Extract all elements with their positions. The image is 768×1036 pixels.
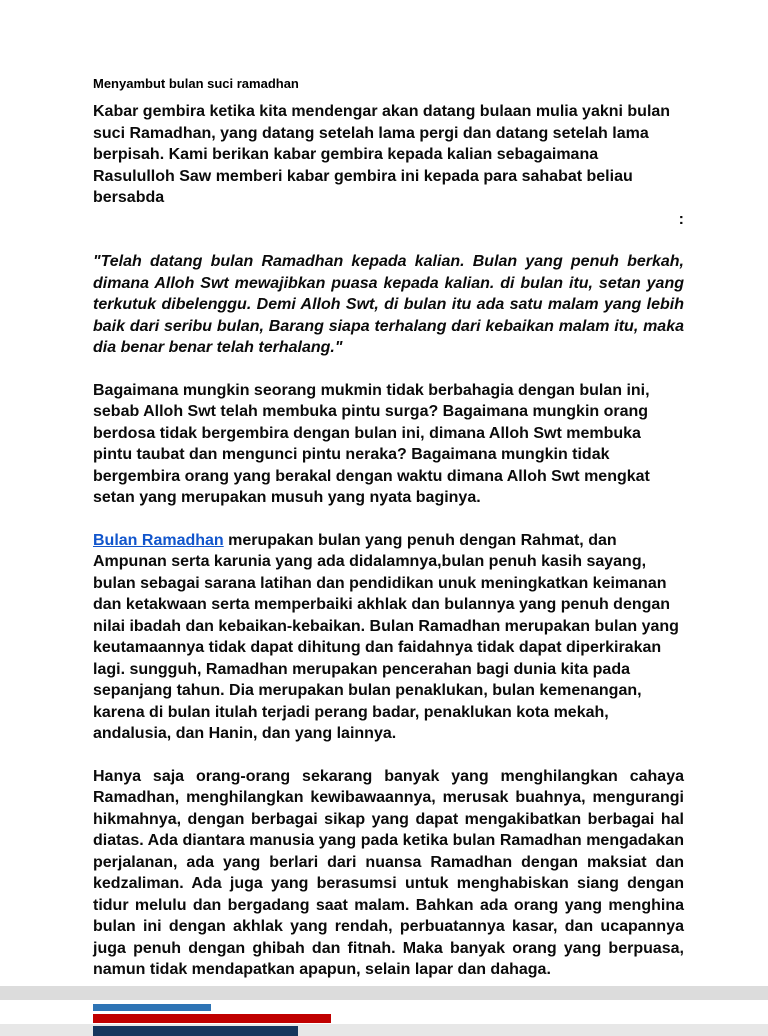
paragraph-ramadhan-meaning-text: merupakan bulan yang penuh dengan Rahmat, dan Ampunan serta karunia yang ada didalamnya,bulan penuh kasih sayang, bulan sebagai sarana latihan dan pendidikan unuk meningkatkan keimanan dan ketakwaan serta memperbaiki akhlak dan bulannya yang penuh dengan nilai ibadah dan kebaikan-kebaikan. Bulan Ramadhan merupakan bulan yang keutamaannya tidak dapat dihitung dan faidahnya tidak dapat diperkirakan lagi. sungguh, Ramadhan merupakan pencerahan bagi dunia kita pada sepanjang tahun. Dia merupakan bulan penaklukan, bulan kemenangan, karena di bulan itulah terjadi perang badar, penaklukan kota mekah, andalusia, dan Hanin, dan yang lainnya.: [93, 531, 679, 742]
document-title: Menyambut bulan suci ramadhan: [93, 76, 299, 91]
paragraph-intro: Kabar gembira ketika kita mendengar akan datang bulaan mulia yakni bulan suci Ramadhan, yang datang setelah lama pergi dan datang setelah lama berpisah. Kami berikan kabar gembira kepada kalian sebagaimana Rasululloh Saw memberi kabar gembira ini kepada para sahabat beliau bersabda: [93, 103, 671, 206]
paragraph-hadith-quote: "Telah datang bulan Ramadhan kepada kalian. Bulan yang penuh berkah, dimana Alloh Swt mewajibkan puasa kepada kalian. di bulan itu, setan yang terkutuk dibelenggu. Demi Alloh Swt, di bulan itu ada satu malam yang lebih baik dari seribu bulan, Barang siapa terhalang dari kebaikan malam itu, maka dia benar benar telah terhalang.": [93, 253, 684, 356]
paragraph-hanya-saja: Hanya saja orang-orang sekarang banyak yang menghilangkan cahaya Ramadhan, menghilangkan kewibawaannya, merusak buahnya, mengurangi hikmahnya, dengan berbagai sikap yang dapat mengakibatkan berbagai hal diatas. Ada diantara manusia yang pada ketika bulan Ramadhan mengadakan perjalanan, ada yang berlari dari nuansa Ramadhan dengan maksiat dan kedzaliman. Ada juga yang berasumsi untuk menghabiskan siang dengan tidur melulu dan bergadang saat malam. Bahkan ada orang yang menghina bulan ini dengan akhlak yang rendah, perbuatannya kasar, dan ucapannya juga penuh dengan ghibah dan fitnah. Maka banyak orang yang berpuasa, namun tidak mendapatkan apapun, selain lapar dan dahaga.: [93, 767, 684, 978]
document-body: [93, 101, 684, 981]
paragraph-bagaimana-mungkin: Bagaimana mungkin seorang mukmin tidak berbahagia dengan bulan ini, sebab Alloh Swt telah membuka pintu surga? Bagaimana mungkin orang berdosa tidak bergembira dengan bulan ini, dimana Alloh Swt membuka pintu taubat dan mengunci pintu neraka? Bagaimana mungkin tidak bergembira orang yang berakal dengan waktu dimana Alloh Swt mengkat setan yang merupakan musuh yang nyata baginya.: [93, 381, 650, 506]
page-gap-separator: [0, 986, 768, 1000]
colon-line: :: [678, 210, 684, 228]
next-page-text-line: [93, 1014, 331, 1023]
bulan-ramadhan-link[interactable]: Bulan Ramadhan: [93, 531, 224, 549]
paragraph-ramadhan-meaning: [93, 530, 684, 745]
next-page-text-line: [93, 1004, 211, 1011]
next-page-preview: [0, 1000, 768, 1024]
next-page-text-line: [93, 1026, 298, 1036]
